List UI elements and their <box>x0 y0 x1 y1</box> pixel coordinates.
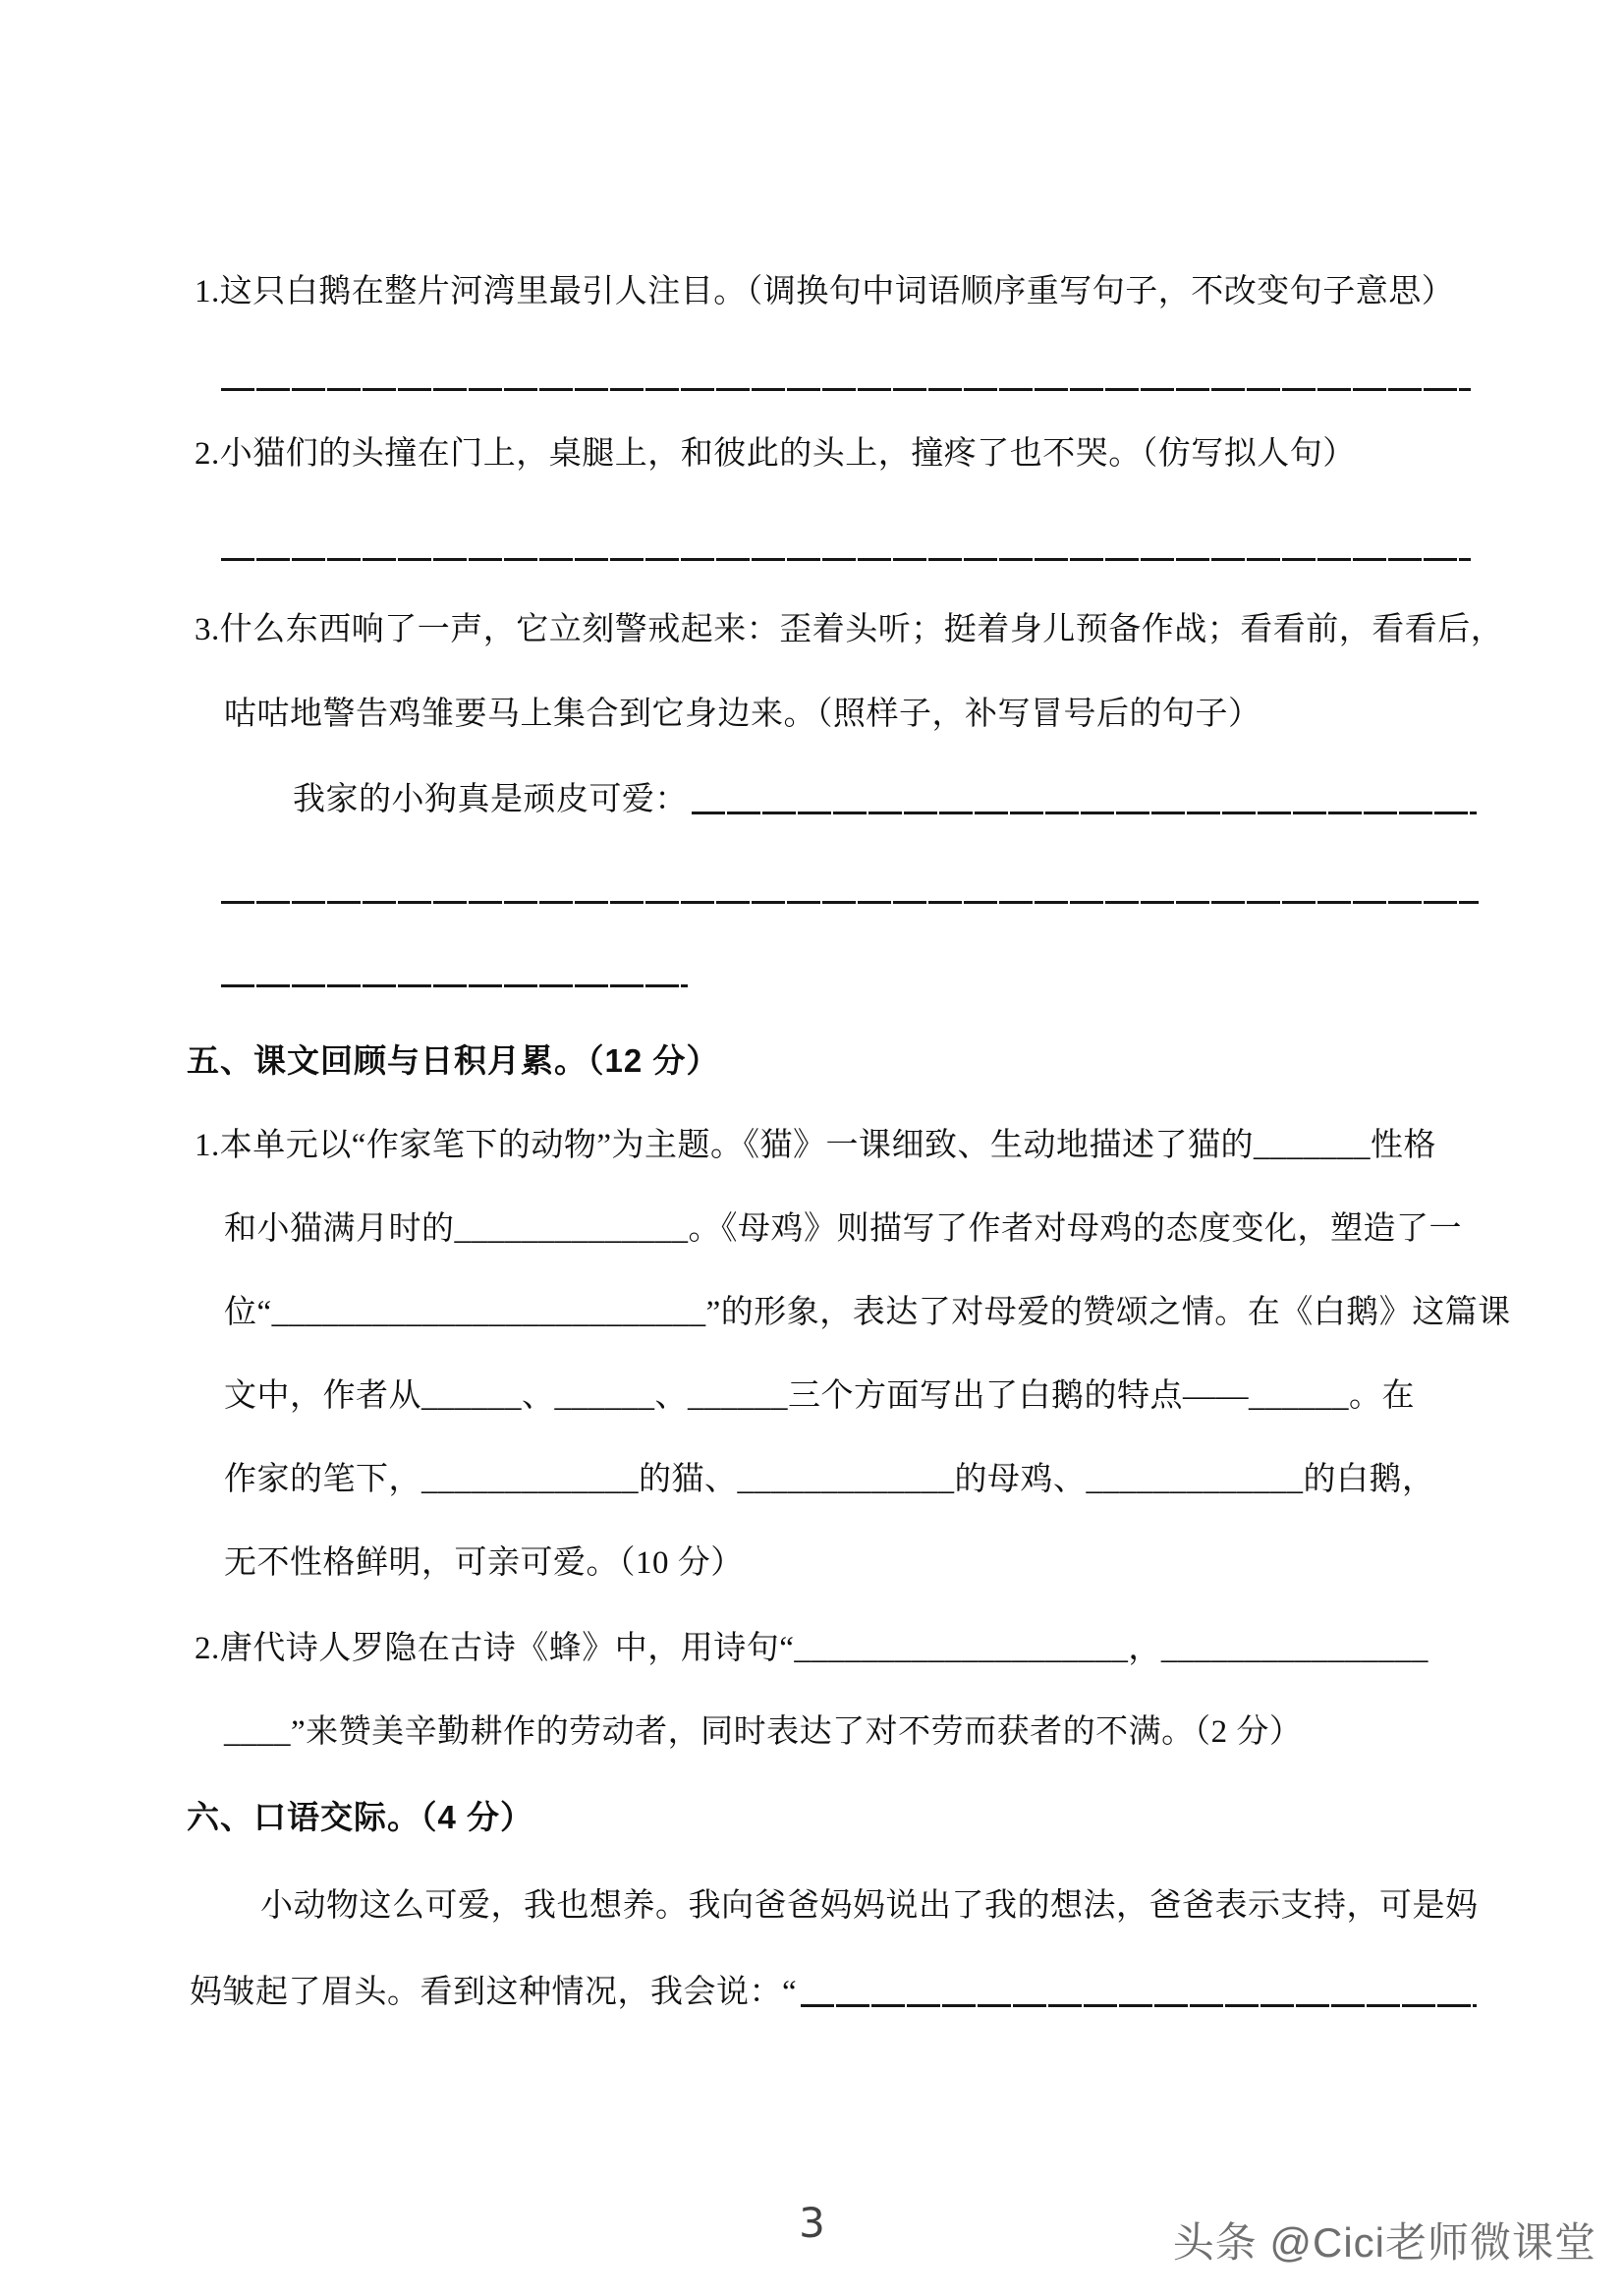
prompt-text: 我家的小狗真是顽皮可爱： <box>293 782 688 817</box>
question-3-answer-prompt <box>293 777 1477 822</box>
question-3-text-line1: 3.什么东西响了一声，它立刻警戒起来：歪着头听；挺着身儿预备作战；看看前，看看后， <box>195 612 1504 647</box>
question-3-text-line2: 咕咕地警告鸡雏要马上集合到它身边来。（照样子，补写冒号后的句子） <box>224 697 1261 732</box>
para-text: 妈皱起了眉头。看到这种情况，我会说：“ <box>190 1975 798 2010</box>
section6-para-line2 <box>190 1970 1477 2015</box>
page-number: 3 <box>799 2199 825 2247</box>
section5-q2-line1: 2.唐代诗人罗隐在古诗《蜂》中，用诗句“____________________，________________ <box>195 1631 1428 1666</box>
section5-q1-line4: 文中，作者从______、______、______三个方面写出了白鹅的特点——______。在 <box>224 1378 1415 1414</box>
section5-q2-line2: ____”来赞美辛勤耕作的劳动者，同时表达了对不劳而获者的不满。（2 分） <box>224 1714 1303 1750</box>
section5-q1-line5: 作家的笔下，_____________的猫、_____________的母鸡、_____________的白鹅， <box>224 1462 1435 1497</box>
answer-blank-line <box>221 558 1471 561</box>
section-5-heading: 五、课文回顾与日积月累。（12 分） <box>187 1042 720 1079</box>
answer-blank-line-short <box>221 984 688 987</box>
answer-blank-line <box>221 388 1471 391</box>
inline-answer-blank <box>801 2004 1477 2007</box>
section5-q1-line6: 无不性格鲜明，可亲可爱。（10 分） <box>224 1545 744 1581</box>
question-1-text: 1.这只白鹅在整片河湾里最引人注目。（调换句中词语顺序重写句子，不改变句子意思） <box>195 274 1455 309</box>
section5-q1-line2: 和小猫满月时的______________。《母鸡》则描写了作者对母鸡的态度变化，塑造了一 <box>224 1211 1462 1247</box>
answer-blank-line <box>221 901 1479 904</box>
watermark-text: 头条 @Cici老师微课堂 <box>1172 2219 1596 2266</box>
section5-q1-line3: 位“__________________________”的形象，表达了对母爱的赞颂之情。在《白鹅》这篇课 <box>224 1295 1511 1330</box>
section6-para-line1: 小动物这么可爱，我也想养。我向爸爸妈妈说出了我的想法，爸爸表示支持，可是妈 <box>260 1888 1479 1924</box>
section-6-heading: 六、口语交际。（4 分） <box>187 1799 534 1835</box>
section5-q1-line1: 1.本单元以“作家笔下的动物”为主题。《猫》一课细致、生动地描述了猫的_______性格 <box>195 1128 1437 1163</box>
question-2-text: 2.小猫们的头撞在门上，桌腿上，和彼此的头上，撞疼了也不哭。（仿写拟人句） <box>195 436 1356 472</box>
inline-answer-blank <box>692 812 1477 814</box>
